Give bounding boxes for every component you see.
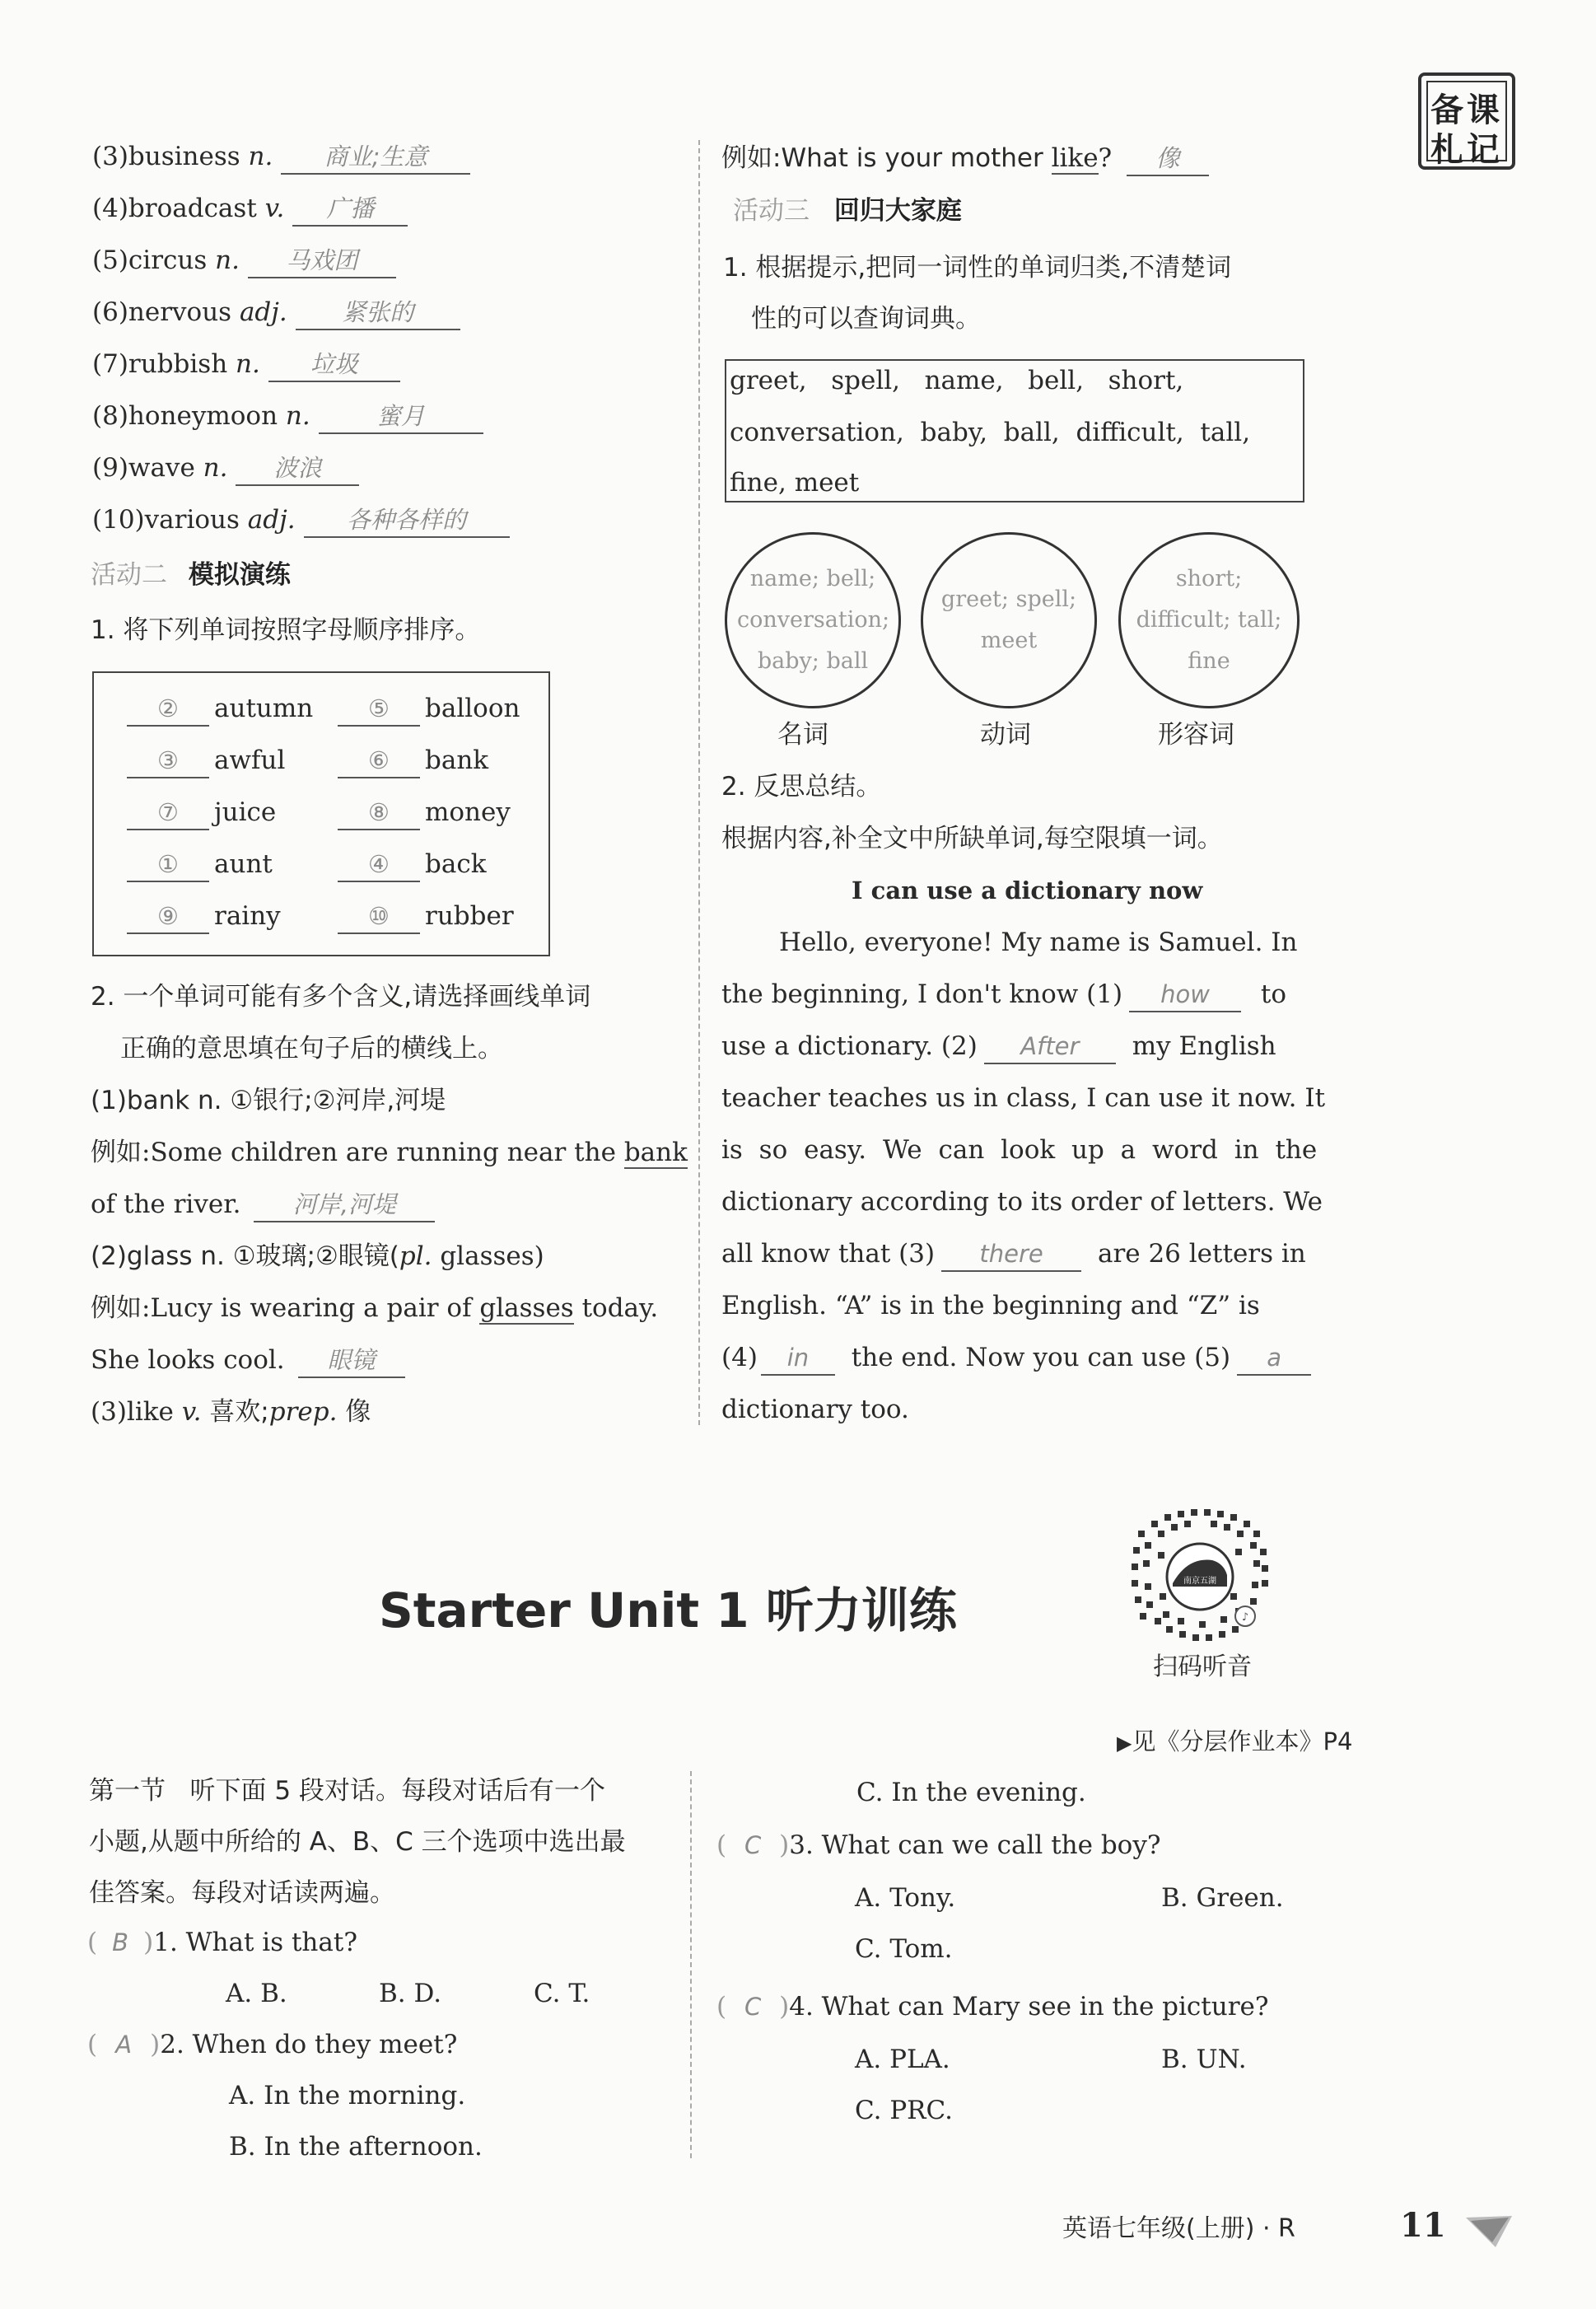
order-word: autumn [214, 694, 314, 723]
vocab-item: (7)rubbish n. 垃圾 [92, 348, 400, 382]
order-answer: ⑥ [338, 744, 420, 778]
vocab-answer: 各种各样的 [304, 503, 510, 538]
vocab-answer: 广播 [292, 192, 408, 227]
column-divider-bottom [690, 1771, 692, 2158]
glass-example-line2: She looks cool. 眼镜 [91, 1344, 405, 1378]
glass-definition: (2)glass n. ①玻璃;②眼镜(pl. glasses) [91, 1241, 544, 1271]
question-1-option-b[interactable]: B. D. [379, 1979, 442, 2008]
question-3-option-b[interactable]: B. Green. [1161, 1883, 1284, 1913]
passage-answer-4: in [761, 1341, 835, 1376]
svg-text:♪: ♪ [1241, 1611, 1249, 1624]
order-row [127, 900, 514, 934]
passage-answer-1: how [1129, 978, 1241, 1012]
order-answer: ② [127, 692, 209, 727]
bank-answer: 河岸,河堤 [254, 1188, 435, 1222]
activity3-title: 回归大家庭 [833, 196, 962, 226]
question-3-answer: C [744, 1831, 762, 1859]
order-answer: ⑤ [338, 692, 420, 727]
adjective-circle-text: short; difficult; tall; fine [1136, 566, 1282, 674]
passage-title: I can use a dictionary now [852, 876, 1203, 904]
order-answer: ③ [127, 744, 209, 778]
corner-arrow-icon [1463, 2206, 1520, 2251]
passage-line4: teacher teaches us in class, I can use it now. It [721, 1083, 1326, 1113]
vocab-item: (6)nervous adj. 紧张的 [92, 296, 460, 330]
classify-words-line3: fine, meet [730, 468, 860, 498]
verb-circle-text: greet; spell; meet [940, 587, 1077, 653]
qr-code[interactable] [1130, 1506, 1270, 1646]
stamp-line2: 札记 [1430, 131, 1503, 169]
adjective-circle [1118, 532, 1300, 708]
verb-label: 动词 [980, 720, 1031, 750]
page-number: 11 [1400, 2206, 1446, 2245]
glass-example-line1: 例如:Lucy is wearing a pair of glasses today. [91, 1293, 659, 1323]
question-1-answer: B [112, 1928, 129, 1956]
noun-circle-text: name; bell; conversation; baby; ball [737, 566, 890, 674]
classify-question-line2: 性的可以查询词典。 [751, 304, 981, 334]
noun-circle [725, 532, 901, 708]
activity3-heading [733, 194, 962, 227]
vocab-item: (5)circus n. 马戏团 [92, 244, 396, 278]
noun-label: 名词 [777, 720, 828, 750]
vocab-item: (3)business n. 商业;生意 [92, 140, 470, 175]
question-2-answer: A [115, 2031, 133, 2059]
question-4-option-b[interactable]: B. UN. [1161, 2045, 1247, 2074]
question-4-answer: C [744, 1993, 762, 2021]
reflect-question: 2. 反思总结。 [721, 772, 882, 802]
passage-line1: Hello, everyone! My name is Samuel. In [779, 928, 1298, 957]
reflect-instruction: 根据内容,补全文中所缺单词,每空限填一词。 [721, 824, 1223, 853]
activity2-title: 模拟演练 [188, 560, 291, 590]
like-definition: (3)like v. 喜欢;prep. 像 [91, 1397, 371, 1427]
meaning-question-line2: 正确的意思填在句子后的横线上。 [120, 1034, 503, 1063]
passage-line10: dictionary too. [721, 1395, 909, 1424]
question-4: ( C )4. What can Mary see in the picture? [716, 1992, 1269, 2022]
question-2: ( A )2. When do they meet? [87, 2030, 458, 2059]
like-example: 例如:What is your mother like? 像 [721, 142, 1209, 176]
question-3-option-a[interactable]: A. Tony. [855, 1883, 956, 1913]
passage-line6: dictionary according to its order of letters. We [721, 1187, 1323, 1217]
classify-words-line1: greet, spell, name, bell, short, [730, 366, 1184, 395]
section-instruction-line1: 第一节 听下面 5 段对话。每段对话后有一个 [89, 1776, 605, 1806]
vocab-item: (4)broadcast v. 广播 [92, 192, 408, 227]
question-4-option-c[interactable]: C. PRC. [855, 2096, 953, 2125]
qr-caption: 扫码听音 [1153, 1652, 1252, 1681]
order-answer: ① [127, 848, 209, 882]
vocab-item: (9)wave n. 波浪 [92, 451, 359, 486]
glass-underlined-word: glasses [479, 1293, 574, 1323]
order-answer: ⑨ [127, 900, 209, 934]
vocab-answer: 马戏团 [248, 244, 396, 278]
order-word: juice [214, 797, 277, 827]
vocab-item: (10)various adj. 各种各样的 [92, 503, 510, 538]
adjective-label: 形容词 [1158, 720, 1234, 750]
bank-example-line1: 例如:Some children are running near the bank [91, 1138, 688, 1167]
passage-line8: English. “A” is in the beginning and “Z” is [721, 1291, 1260, 1320]
like-underlined-word: like [1051, 143, 1099, 173]
order-question: 1. 将下列单词按照字母顺序排序。 [91, 615, 481, 645]
vocab-answer: 波浪 [236, 451, 359, 486]
activity3-label: 活动三 [733, 196, 810, 226]
qr-brand: 南京五湖 [1183, 1577, 1216, 1586]
section-instruction-line3: 佳答案。每段对话读两遍。 [89, 1878, 395, 1908]
see-reference: ▶见《分层作业本》P4 [1117, 1727, 1353, 1755]
order-answer: ④ [338, 848, 420, 882]
order-answer: ⑩ [338, 900, 420, 934]
order-word: bank [425, 746, 489, 775]
bank-example-line2: of the river. 河岸,河堤 [91, 1188, 435, 1222]
vocab-item: (8)honeymoon n. 蜜月 [92, 400, 483, 434]
vocab-answer: 垃圾 [268, 348, 400, 382]
like-answer: 像 [1127, 142, 1209, 176]
question-2-option-c[interactable]: C. In the evening. [856, 1778, 1086, 1807]
passage-answer-2: After [984, 1030, 1116, 1064]
order-word: rainy [214, 901, 281, 931]
column-divider-top [698, 140, 700, 1425]
vocab-answer: 商业;生意 [281, 140, 470, 175]
activity2-heading [91, 559, 291, 591]
section-instruction-line2: 小题,从题中所给的 A、B、C 三个选项中选出最 [89, 1827, 626, 1857]
book-title: 英语七年级(上册) · R [1062, 2214, 1295, 2243]
question-3-option-c[interactable]: C. Tom. [855, 1934, 953, 1964]
question-3: ( C )3. What can we call the boy? [716, 1830, 1161, 1860]
passage-line2: the beginning, I don't know (1) how to [721, 978, 1286, 1012]
order-word: awful [214, 746, 286, 775]
stamp-line1: 备课 [1430, 91, 1503, 129]
activity2-label: 活动二 [91, 560, 167, 590]
order-word: balloon [425, 694, 520, 723]
vocab-answer: 蜜月 [319, 400, 483, 434]
question-1-option-c[interactable]: C. T. [534, 1979, 590, 2008]
classify-words-line2: conversation, baby, ball, difficult, tall, [730, 418, 1251, 447]
passage-line5: is so easy. We can look up a word in the [721, 1135, 1318, 1165]
listening-title: Starter Unit 1 听力训练 [379, 1582, 957, 1638]
question-2-option-a[interactable]: A. In the morning. [229, 2081, 466, 2110]
question-1: ( B )1. What is that? [87, 1928, 357, 1957]
order-word: back [425, 849, 487, 879]
order-word: aunt [214, 849, 273, 879]
order-row [127, 744, 488, 778]
question-4-option-a[interactable]: A. PLA. [855, 2045, 950, 2074]
order-word: rubber [425, 901, 514, 931]
passage-answer-3: there [941, 1237, 1081, 1272]
order-answer: ⑦ [127, 796, 209, 830]
passage-line9: (4) in the end. Now you can use (5) a [721, 1341, 1311, 1376]
question-2-option-b[interactable]: B. In the afternoon. [229, 2132, 483, 2162]
order-word: money [425, 797, 511, 827]
passage-line7: all know that (3) there are 26 letters in [721, 1237, 1306, 1272]
classify-question-line1: 1. 根据提示,把同一词性的单词归类,不清楚词 [723, 253, 1232, 283]
vocab-answer: 紧张的 [296, 296, 460, 330]
bank-definition: (1)bank n. ①银行;②河岸,河堤 [91, 1086, 446, 1115]
order-row [127, 692, 520, 727]
notes-stamp [1418, 72, 1515, 170]
order-row [127, 848, 486, 882]
meaning-question-line1: 2. 一个单词可能有多个含义,请选择画线单词 [91, 982, 591, 1012]
bank-underlined-word: bank [623, 1138, 688, 1167]
order-answer: ⑧ [338, 796, 420, 830]
glass-answer: 眼镜 [298, 1344, 405, 1378]
order-row [127, 796, 511, 830]
passage-line3: use a dictionary. (2) After my English [721, 1030, 1276, 1064]
passage-answer-5: a [1237, 1341, 1311, 1376]
verb-circle [921, 532, 1097, 708]
question-1-option-a[interactable]: A. B. [226, 1979, 287, 2008]
